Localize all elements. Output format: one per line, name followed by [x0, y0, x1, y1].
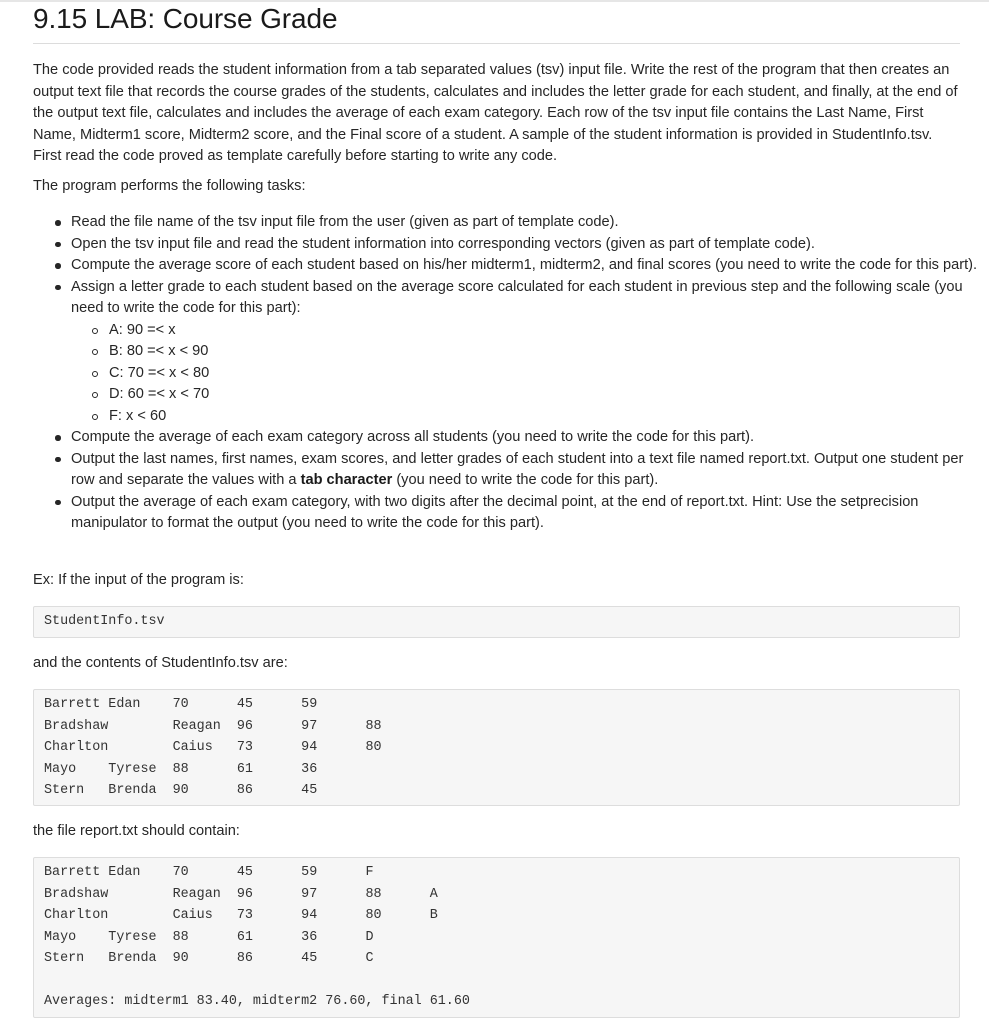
contents-lead-text: and the contents of StudentInfo.tsv are:	[33, 655, 288, 671]
report-averages-line: Averages: midterm1 83.40, midterm2 76.60, final 61.60	[44, 994, 470, 1009]
tsv-code-text: Barrett Edan 70 45 59 Bradshaw Reagan 96 97 88 Charlton Caius 73 94 80 Mayo Tyrese 88 61 36 Stern Brenda 90 86 45	[44, 697, 382, 798]
task-item-open-file: Open the tsv input file and read the student information into corresponding vectors (given as part of template code).	[71, 234, 981, 256]
grade-scale-a: A: 90 =< x	[109, 320, 981, 342]
input-code-block	[33, 606, 960, 638]
tsv-code-block	[33, 689, 960, 806]
task-item-read-filename: Read the file name of the tsv input file from the user (given as part of template code).	[71, 212, 981, 234]
input-code-text: StudentInfo.tsv	[44, 614, 165, 629]
task-item-assign-grade-text: Assign a letter grade to each student based on the average score calculated for each student in previous step and the following scale (you need to write the code for this part):	[71, 278, 963, 316]
grade-scale-b: B: 80 =< x < 90	[109, 341, 981, 363]
report-lead-text: the file report.txt should contain:	[33, 823, 240, 839]
tasks-lead-text: The program performs the following tasks:	[33, 178, 306, 194]
grade-scale-f: F: x < 60	[109, 406, 981, 428]
title-divider	[33, 43, 960, 44]
task-item-output-averages: Output the average of each exam category, with two digits after the decimal point, at the end of report.txt. Hint: Use the setprecision manipulator to format the output (you need to write the code for this part).	[71, 492, 981, 535]
task-list	[33, 212, 981, 535]
page-title: 9.15 LAB: Course Grade	[33, 3, 338, 34]
example-lead-text: Ex: If the input of the program is:	[33, 572, 244, 588]
task-item-category-average: Compute the average of each exam category across all students (you need to write the code for this part).	[71, 427, 981, 449]
grade-scale-c: C: 70 =< x < 80	[109, 363, 981, 385]
task-item-output-report	[71, 449, 981, 492]
task-item-output-report-text: Output the last names, first names, exam scores, and letter grades of each student into a text file named report.txt. Output one student per row and separate the values with a	[71, 450, 964, 488]
task-item-compute-average: Compute the average score of each student based on his/her midterm1, midterm2, and final scores (you need to write the code for this part).	[71, 255, 981, 277]
report-code-text: Barrett Edan 70 45 59 F Bradshaw Reagan 96 97 88 A Charlton Caius 73 94 80 B Mayo Tyrese 88 61 36 D Stern Brenda 90 86 45 C	[44, 865, 438, 966]
intro-paragraph: The code provided reads the student information from a tab separated values (tsv) input file. Write the rest of the program that then creates an output text file that records the course grades of the students, calculates and includes the letter grade for each student, and finally, at the end of the output text file, calculates and includes the average of each exam category. Each row of the tsv input file contains the Last Name, First Name, Midterm1 score, Midterm2 score, and the Final score of a student. A sample of the student information is provided in StudentInfo.tsv. First read the code proved as template carefully before starting to write any code.	[33, 62, 958, 164]
report-code-block	[33, 857, 960, 1018]
grade-scale-d: D: 60 =< x < 70	[109, 384, 981, 406]
tab-character-emphasis: tab character	[300, 472, 393, 488]
task-item-assign-grade	[71, 277, 981, 428]
grade-scale-list	[71, 320, 981, 428]
lab-content	[33, 0, 978, 1009]
task-item-output-report-suffix: (you need to write the code for this part).	[392, 472, 659, 488]
